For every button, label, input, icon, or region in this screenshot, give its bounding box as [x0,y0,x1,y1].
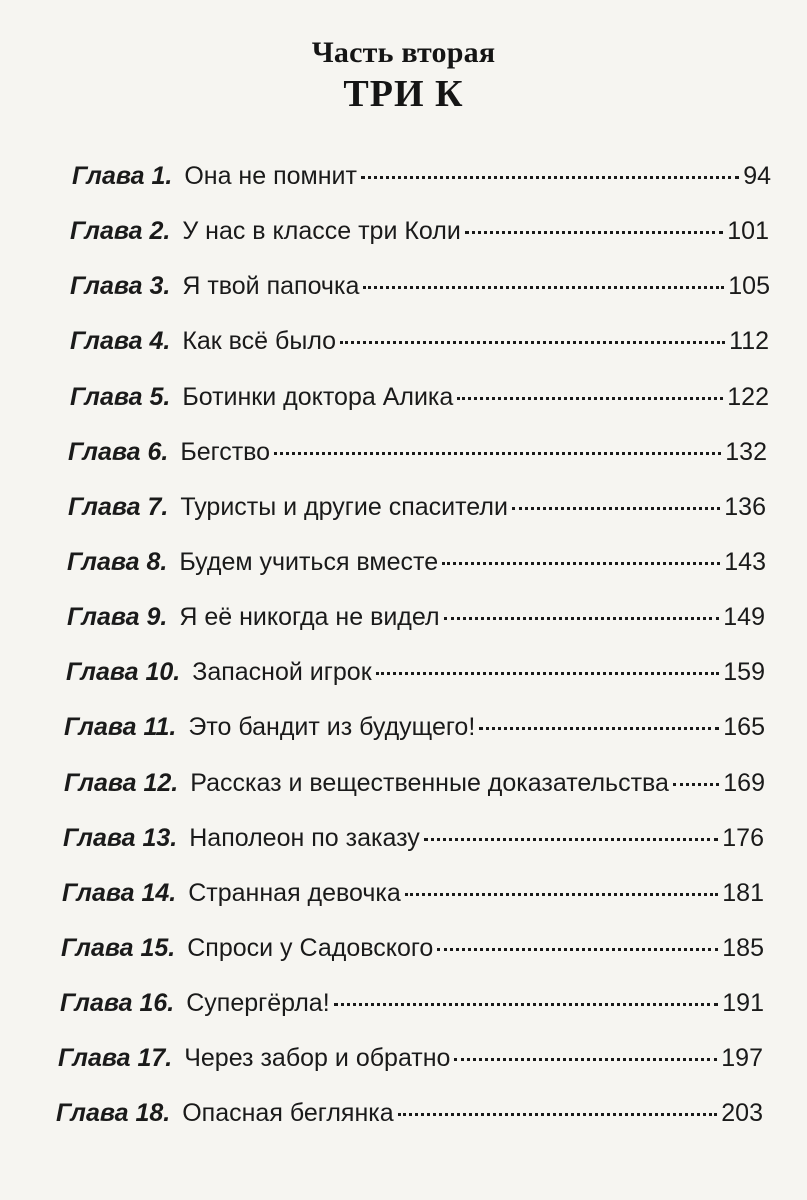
toc-dot-leader [334,1003,719,1006]
toc-page-number: 197 [721,1044,763,1072]
toc-chapter-number: Глава 11. [64,713,177,741]
toc-page-number: 181 [722,879,764,907]
toc-row [67,602,765,632]
toc-row [56,1098,763,1128]
toc-dot-leader [444,617,720,620]
toc-row [72,161,771,191]
toc-row [63,823,764,853]
toc-chapter-title: Запасной игрок [192,658,372,686]
toc-row [70,382,769,412]
toc-chapter-number: Глава 2. [70,217,171,245]
toc-dot-leader [340,341,725,344]
toc-row [66,657,765,687]
toc-page-number: 101 [727,217,769,245]
toc-chapter-number: Глава 14. [62,879,177,907]
toc-page-number: 176 [722,824,764,852]
toc-page-number: 185 [722,934,764,962]
toc-chapter-title: Рассказ и вещественные доказательства [190,769,669,797]
toc-row [64,712,765,742]
toc-dot-leader [363,286,724,289]
toc-row [70,326,769,356]
toc-chapter-number: Глава 5. [70,383,171,411]
part-heading: Часть вторая [311,36,496,69]
toc-page-number: 132 [725,438,767,466]
toc-dot-leader [479,727,719,730]
toc-dot-leader [398,1113,718,1116]
toc-chapter-number: Глава 4. [70,327,171,355]
toc-page-number: 191 [722,989,764,1017]
toc-row [68,437,767,467]
toc-dot-leader [274,452,721,455]
toc-chapter-number: Глава 9. [67,603,168,631]
toc-chapter-title: Я твой папочка [182,272,360,300]
toc-row [68,492,766,522]
toc-chapter-title: Будем учиться вместе [179,548,439,576]
toc-row [70,216,769,246]
toc-chapter-number: Глава 16. [60,989,175,1017]
toc-page-number: 94 [743,162,771,190]
toc-chapter-number: Глава 15. [61,934,176,962]
toc-chapter-title: Ботинки доктора Алика [182,383,454,411]
toc-row [67,547,766,577]
toc-page-number: 159 [723,658,765,686]
toc-page-number: 105 [728,272,770,300]
toc-page-number: 112 [729,327,769,355]
toc-chapter-title: Туристы и другие спасители [180,493,508,521]
toc-page-number: 203 [721,1099,763,1127]
toc-dot-leader [405,893,718,896]
toc-row [58,1043,763,1073]
toc-chapter-title: Она не помнит [184,162,357,190]
toc-chapter-number: Глава 10. [66,658,181,686]
toc-dot-leader [437,948,718,951]
toc-chapter-title: Через забор и обратно [184,1044,451,1072]
toc-chapter-title: Это бандит из будущего! [188,713,476,741]
toc-chapter-title: Бегство [180,438,271,466]
toc-row [61,933,764,963]
toc-chapter-number: Глава 18. [56,1099,171,1127]
toc-page-number: 169 [723,769,765,797]
toc-page-number: 165 [723,713,765,741]
toc-dot-leader [442,562,720,565]
toc-chapter-title: Как всё было [182,327,337,355]
toc-dot-leader [376,672,720,675]
toc-chapter-title: Супергёрла! [186,989,330,1017]
toc-row [60,988,764,1018]
toc-chapter-title: Опасная беглянка [182,1099,394,1127]
toc-chapter-title: У нас в классе три Коли [182,217,461,245]
toc-page-number: 149 [723,603,765,631]
toc-page-number: 143 [724,548,766,576]
toc-dot-leader [457,397,723,400]
toc-dot-leader [424,838,719,841]
toc-chapter-number: Глава 7. [68,493,169,521]
toc-row [64,768,765,798]
toc-row [62,878,764,908]
toc-chapter-number: Глава 6. [68,438,169,466]
toc-page-number: 122 [727,383,769,411]
section-heading: ТРИ К [343,73,464,115]
toc-chapter-number: Глава 1. [72,162,173,190]
toc-dot-leader [361,176,739,179]
toc-dot-leader [673,783,719,786]
toc-chapter-title: Спроси у Садовского [187,934,434,962]
toc-chapter-title: Я её никогда не видел [179,603,440,631]
toc-chapter-number: Глава 13. [63,824,178,852]
toc-row [70,271,770,301]
toc-chapter-number: Глава 12. [64,769,179,797]
toc-dot-leader [465,231,723,234]
toc-dot-leader [512,507,720,510]
toc-dot-leader [454,1058,717,1061]
toc-page-number: 136 [724,493,766,521]
toc-chapter-title: Странная девочка [188,879,401,907]
toc-chapter-number: Глава 8. [67,548,168,576]
toc-chapter-number: Глава 3. [70,272,171,300]
toc-chapter-title: Наполеон по заказу [189,824,420,852]
toc-chapter-number: Глава 17. [58,1044,173,1072]
